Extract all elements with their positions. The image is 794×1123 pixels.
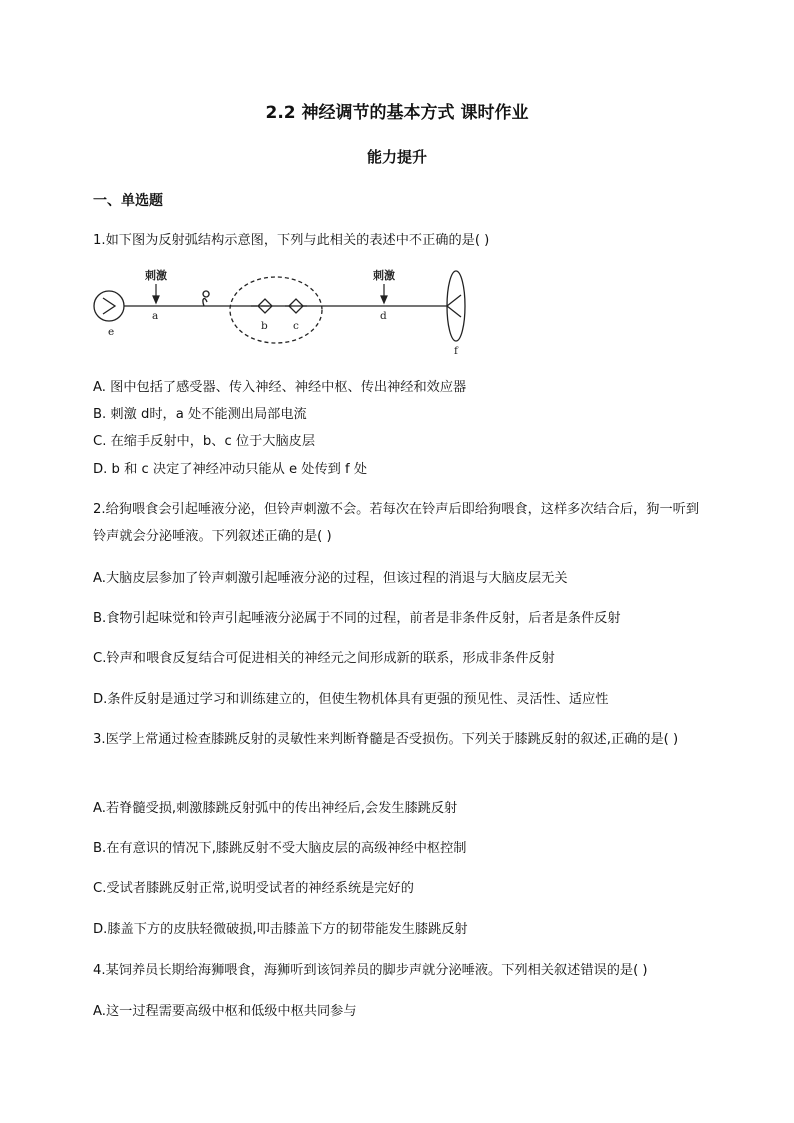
label-b: b: [261, 320, 268, 332]
q1-stem: 1.如下图为反射弧结构示意图，下列与此相关的表述中不正确的是( ): [93, 233, 490, 248]
page-subtitle: 能力提升: [366, 148, 427, 166]
q3-option-b: B.在有意识的情况下,膝跳反射不受大脑皮层的高级神经中枢控制: [93, 841, 467, 856]
q1-option-d: D. b 和 c 决定了神经冲动只能从 e 处传到 f 处: [93, 462, 368, 477]
label-c: c: [293, 320, 299, 332]
q4-option-a: A.这一过程需要高级中枢和低级中枢共同参与: [93, 1004, 357, 1019]
label-a: a: [152, 310, 159, 322]
q3-option-d: D.膝盖下方的皮肤轻微破损,叩击膝盖下方的韧带能发生膝跳反射: [93, 922, 468, 937]
q2-option-c: C.铃声和喂食反复结合可促进相关的神经元之间形成新的联系，形成非条件反射: [93, 651, 555, 666]
q1-option-a: A. 图中包括了感受器、传入神经、神经中枢、传出神经和效应器: [93, 380, 467, 395]
q1-option-b: B. 刺激 d时，a 处不能测出局部电流: [93, 407, 307, 422]
q3-option-c: C.受试者膝跳反射正常,说明受试者的神经系统是完好的: [93, 881, 414, 896]
receptor-ending: [103, 298, 115, 314]
reflex-arc-diagram: [93, 262, 478, 362]
effector-ending: [447, 295, 461, 317]
label-e: e: [108, 326, 115, 338]
q2-option-d: D.条件反射是通过学习和训练建立的，但使生物机体具有更强的预见性、灵活性、适应性: [93, 692, 609, 707]
q4-stem: 4.某饲养员长期给海狮喂食，海狮听到该饲养员的脚步声就分泌唾液。下列相关叙述错误的是( ): [93, 963, 648, 978]
label-f: f: [454, 345, 458, 357]
section-heading: 一、单选题: [93, 193, 163, 209]
q1-option-c: C. 在缩手反射中，b、c 位于大脑皮层: [93, 434, 316, 449]
page-title: 2.2 神经调节的基本方式 课时作业: [265, 103, 529, 123]
q3-option-a: A.若脊髓受损,刺激膝跳反射弧中的传出神经后,会发生膝跳反射: [93, 801, 458, 816]
ganglion: [203, 291, 209, 306]
stimulus-label-left: 刺激: [145, 269, 167, 282]
stimulus-label-right: 刺激: [373, 269, 395, 282]
q2-stem: 2.给狗喂食会引起唾液分泌，但铃声刺激不会。若每次在铃声后即给狗喂食，这样多次结合后，狗一听到铃声就会分泌唾液。下列叙述正确的是( ): [93, 502, 700, 544]
effector-ellipse: [447, 271, 465, 341]
nerve-center-ellipse: [230, 277, 322, 343]
q2-option-a: A.大脑皮层参加了铃声刺激引起唾液分泌的过程，但该过程的消退与大脑皮层无关: [93, 571, 568, 586]
q3-stem: 3.医学上常通过检查膝跳反射的灵敏性来判断脊髓是否受损伤。下列关于膝跳反射的叙述,正确的是( ): [93, 732, 679, 747]
label-d: d: [380, 310, 387, 322]
receptor-circle: [94, 291, 124, 321]
q2-option-b: B.食物引起味觉和铃声引起唾液分泌属于不同的过程，前者是非条件反射，后者是条件反射: [93, 611, 621, 626]
